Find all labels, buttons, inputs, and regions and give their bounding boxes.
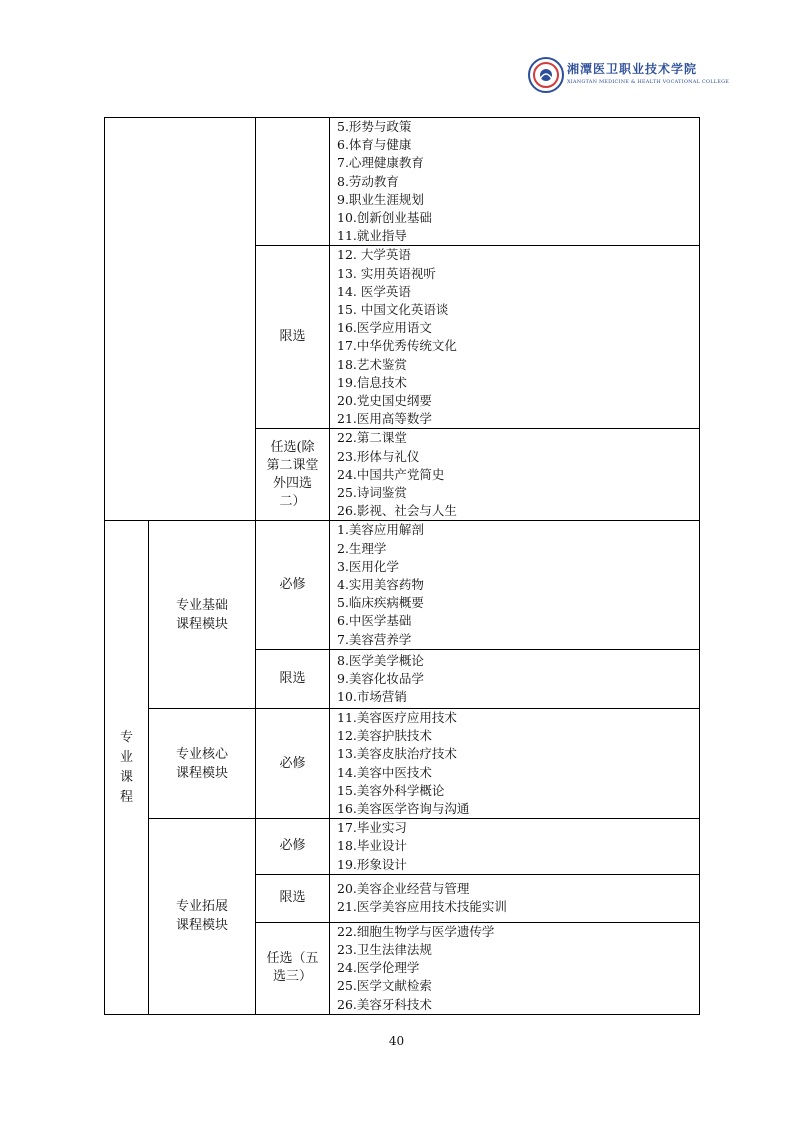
extension-required-type-cell: 必修 [256,819,330,875]
title-char: 程 [119,789,133,805]
list-item: 1.美容应用解剖 [337,522,424,538]
table-row [105,118,700,246]
list-item: 10.创新创业基础 [337,210,432,226]
public-limited-type-cell: 限选 [256,246,330,429]
list-item: 6.中医学基础 [337,613,412,629]
elective-label-line: 外四选 [272,475,312,491]
list-item: 3.医用化学 [337,558,399,574]
foundation-limited-type-cell: 限选 [256,649,330,708]
list-item: 25.医学文献检索 [337,978,432,994]
logo-title: 湘潭医卫职业技术学院 [567,62,698,76]
list-item: 2.生理学 [337,540,387,556]
core-required-type-cell: 必修 [256,708,330,818]
extension-required-courses [330,819,700,875]
module-label-line: 专业基础 [175,597,228,613]
list-item: 18.毕业设计 [337,838,407,854]
list-item: 15.美容外科学概论 [337,782,445,798]
page-number: 40 [388,1034,405,1048]
list-item: 13.美容皮肤治疗技术 [337,746,457,762]
list-item: 7.美容营养学 [337,631,412,647]
course-structure-table [104,117,700,1015]
list-item: 24.中国共产党简史 [337,466,445,482]
list-item: 23.形体与礼仪 [337,448,420,464]
list-item: 9.美容化妆品学 [337,670,424,686]
title-char: 专 [119,729,133,745]
foundation-required-type-cell: 必修 [256,521,330,649]
extension-elective-courses [330,922,700,1014]
list-item: 5.临床疾病概要 [337,595,424,611]
elective-label-line: 选三） [272,969,312,985]
public-course-category-cell [105,118,256,521]
list-item: 20.美容企业经营与管理 [337,881,470,897]
list-item: 4.实用美容药物 [337,577,424,593]
list-item: 18.艺术鉴赏 [337,356,407,372]
module-label-line: 课程模块 [175,765,228,781]
public-elective-courses [330,429,700,521]
list-item: 16.医学应用语文 [337,320,432,336]
core-module-cell [149,708,256,818]
list-item: 13. 实用英语视听 [337,265,436,281]
title-char: 课 [119,769,133,785]
list-item: 12.美容护肤技术 [337,728,432,744]
list-item: 14.美容中医技术 [337,764,432,780]
table-row [105,708,700,818]
list-item: 20.党史国史纲要 [337,393,432,409]
elective-label-line: 第二课堂 [266,457,319,473]
list-item: 26.影视、社会与人生 [337,503,457,519]
extension-module-cell [149,819,256,1015]
list-item: 5.形势与政策 [337,119,412,134]
list-item: 8.医学美学概论 [337,652,424,668]
list-item: 22.细胞生物学与医学遗传学 [337,923,495,939]
public-elective-type-cell [256,429,330,521]
elective-label-line: 任选(除 [270,439,315,455]
list-item: 23.卫生法律法规 [337,941,432,957]
list-item: 19.形象设计 [337,856,407,872]
elective-label-line: 二） [279,493,306,509]
list-item: 17.毕业实习 [337,820,407,836]
list-item: 24.医学伦理学 [337,960,420,976]
list-item: 15. 中国文化英语谈 [337,302,449,318]
public-limited-courses [330,246,700,429]
module-label-line: 课程模块 [175,616,228,632]
module-label-line: 专业拓展 [175,899,228,915]
list-item: 9.职业生涯规划 [337,191,424,207]
list-item: 22.第二课堂 [337,430,407,446]
elective-label-line: 任选（五 [266,951,319,967]
foundation-required-courses [330,521,700,649]
logo-subtitle: XIANGTAN MEDICINE & HEALTH VOCATIONAL COLLEGE [567,79,730,85]
public-required-courses [330,118,700,246]
list-item: 8.劳动教育 [337,173,399,189]
list-item: 19.信息技术 [337,374,407,390]
professional-course-title [105,521,149,1014]
foundation-module-cell [149,521,256,708]
list-item: 12. 大学英语 [337,247,411,263]
list-item: 11.就业指导 [337,228,407,244]
table-row [105,521,700,649]
list-item: 7.心理健康教育 [337,155,424,171]
list-item: 17.中华优秀传统文化 [337,338,457,354]
list-item: 6.体育与健康 [337,137,412,153]
table-row [105,819,700,875]
title-char: 业 [119,749,133,765]
list-item: 10.市场营销 [337,688,407,704]
list-item: 26.美容牙科技术 [337,996,432,1012]
public-required-type-cell [256,118,330,246]
list-item: 11.美容医疗应用技术 [337,709,457,725]
foundation-limited-courses [330,649,700,708]
extension-limited-type-cell: 限选 [256,874,330,922]
list-item: 16.美容医学咨询与沟通 [337,800,470,816]
list-item: 25.诗词鉴赏 [337,485,407,501]
list-item: 21.医学美容应用技术技能实训 [337,899,507,915]
core-required-courses [330,708,700,818]
extension-limited-courses [330,874,700,922]
list-item: 14. 医学英语 [337,283,411,299]
list-item: 21.医用高等数学 [337,411,432,427]
module-label-line: 专业核心 [175,746,228,762]
extension-elective-type-cell [256,922,330,1014]
module-label-line: 课程模块 [175,918,228,934]
